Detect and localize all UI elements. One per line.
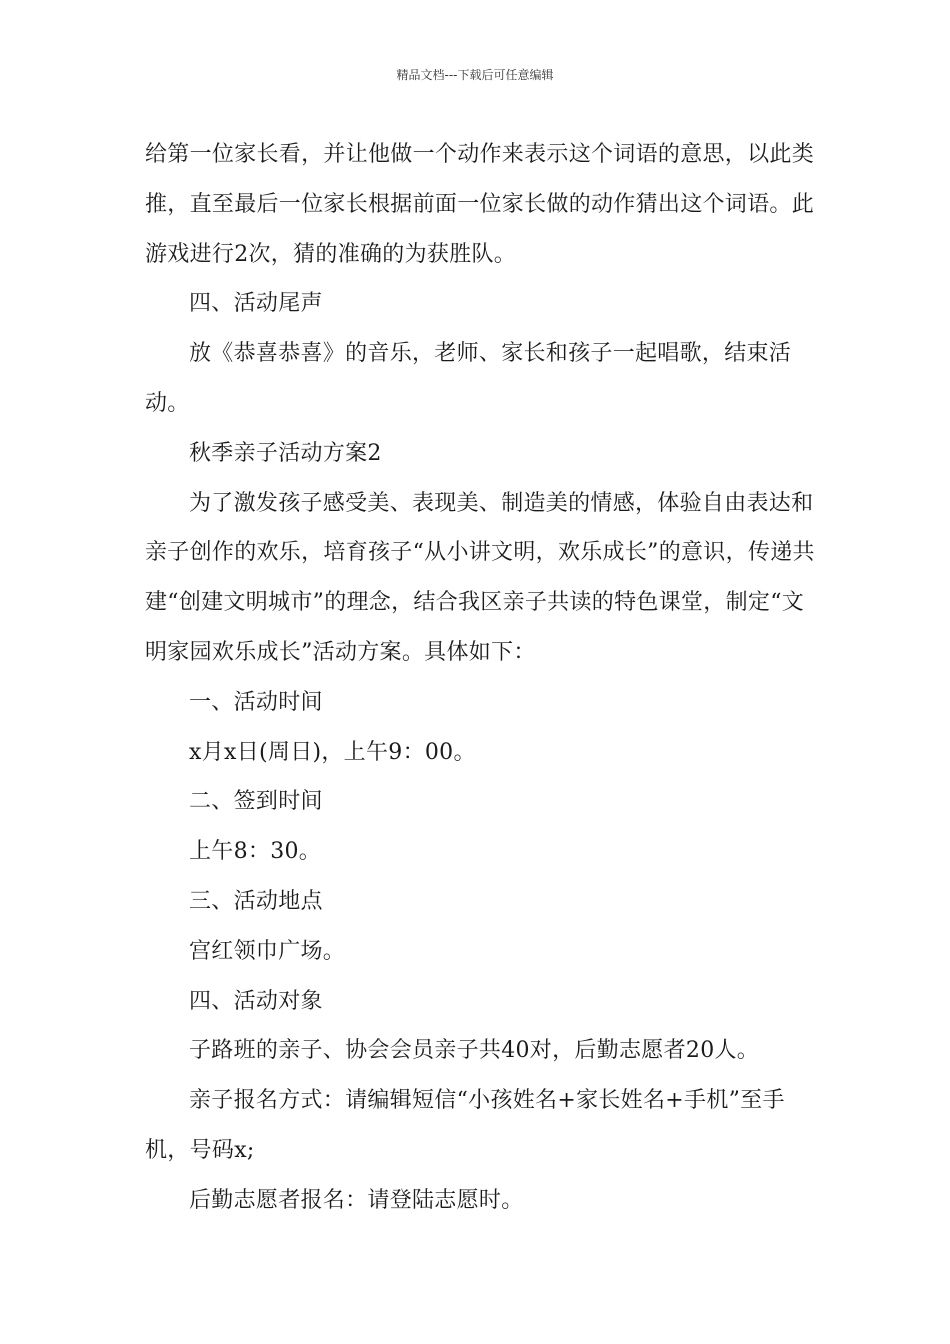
paragraph-plan-intro: 为了激发孩子感受美、表现美、制造美的情感，体验自由表达和亲子创作的欢乐，培育孩子“从小讲文明，欢乐成长”的意识，传递共建“创建文明城市”的理念，结合我区亲子共读的特色课堂，制定“文明家园欢乐成长”活动方案。具体如下：	[145, 490, 815, 665]
section-title-plan-2: 秋季亲子活动方案2	[189, 440, 382, 466]
paragraph-activity-time: x月x日(周日)，上午9：00。	[189, 739, 476, 765]
paragraph-volunteer-registration: 后勤志愿者报名：请登陆志愿时。	[189, 1187, 524, 1213]
paragraph-parent-registration: 亲子报名方式：请编辑短信“小孩姓名+家长姓名+手机”至手机，号码x;	[145, 1088, 785, 1163]
paragraph-participants: 子路班的亲子、协会会员亲子共40对，后勤志愿者20人。	[189, 1038, 760, 1064]
heading-activity-location: 三、活动地点	[189, 888, 323, 914]
paragraph-ending-description: 放《恭喜恭喜》的音乐，老师、家长和孩子一起唱歌，结束活动。	[145, 341, 792, 416]
heading-activity-ending: 四、活动尾声	[189, 291, 323, 317]
heading-signin-time: 二、签到时间	[189, 789, 323, 815]
document-body	[145, 130, 825, 1226]
page-header: 精品文档---下载后可任意编辑	[396, 68, 554, 82]
paragraph-activity-location: 宫红领巾广场。	[189, 938, 346, 964]
paragraph-game-rules: 给第一位家长看，并让他做一个动作来表示这个词语的意思，以此类推，直至最后一位家长根据前面一位家长做的动作猜出这个词语。此游戏进行2次，猜的准确的为获胜队。	[145, 142, 815, 267]
heading-activity-time: 一、活动时间	[189, 689, 323, 715]
paragraph-signin-time: 上午8：30。	[189, 839, 322, 865]
heading-activity-participants: 四、活动对象	[189, 988, 323, 1014]
